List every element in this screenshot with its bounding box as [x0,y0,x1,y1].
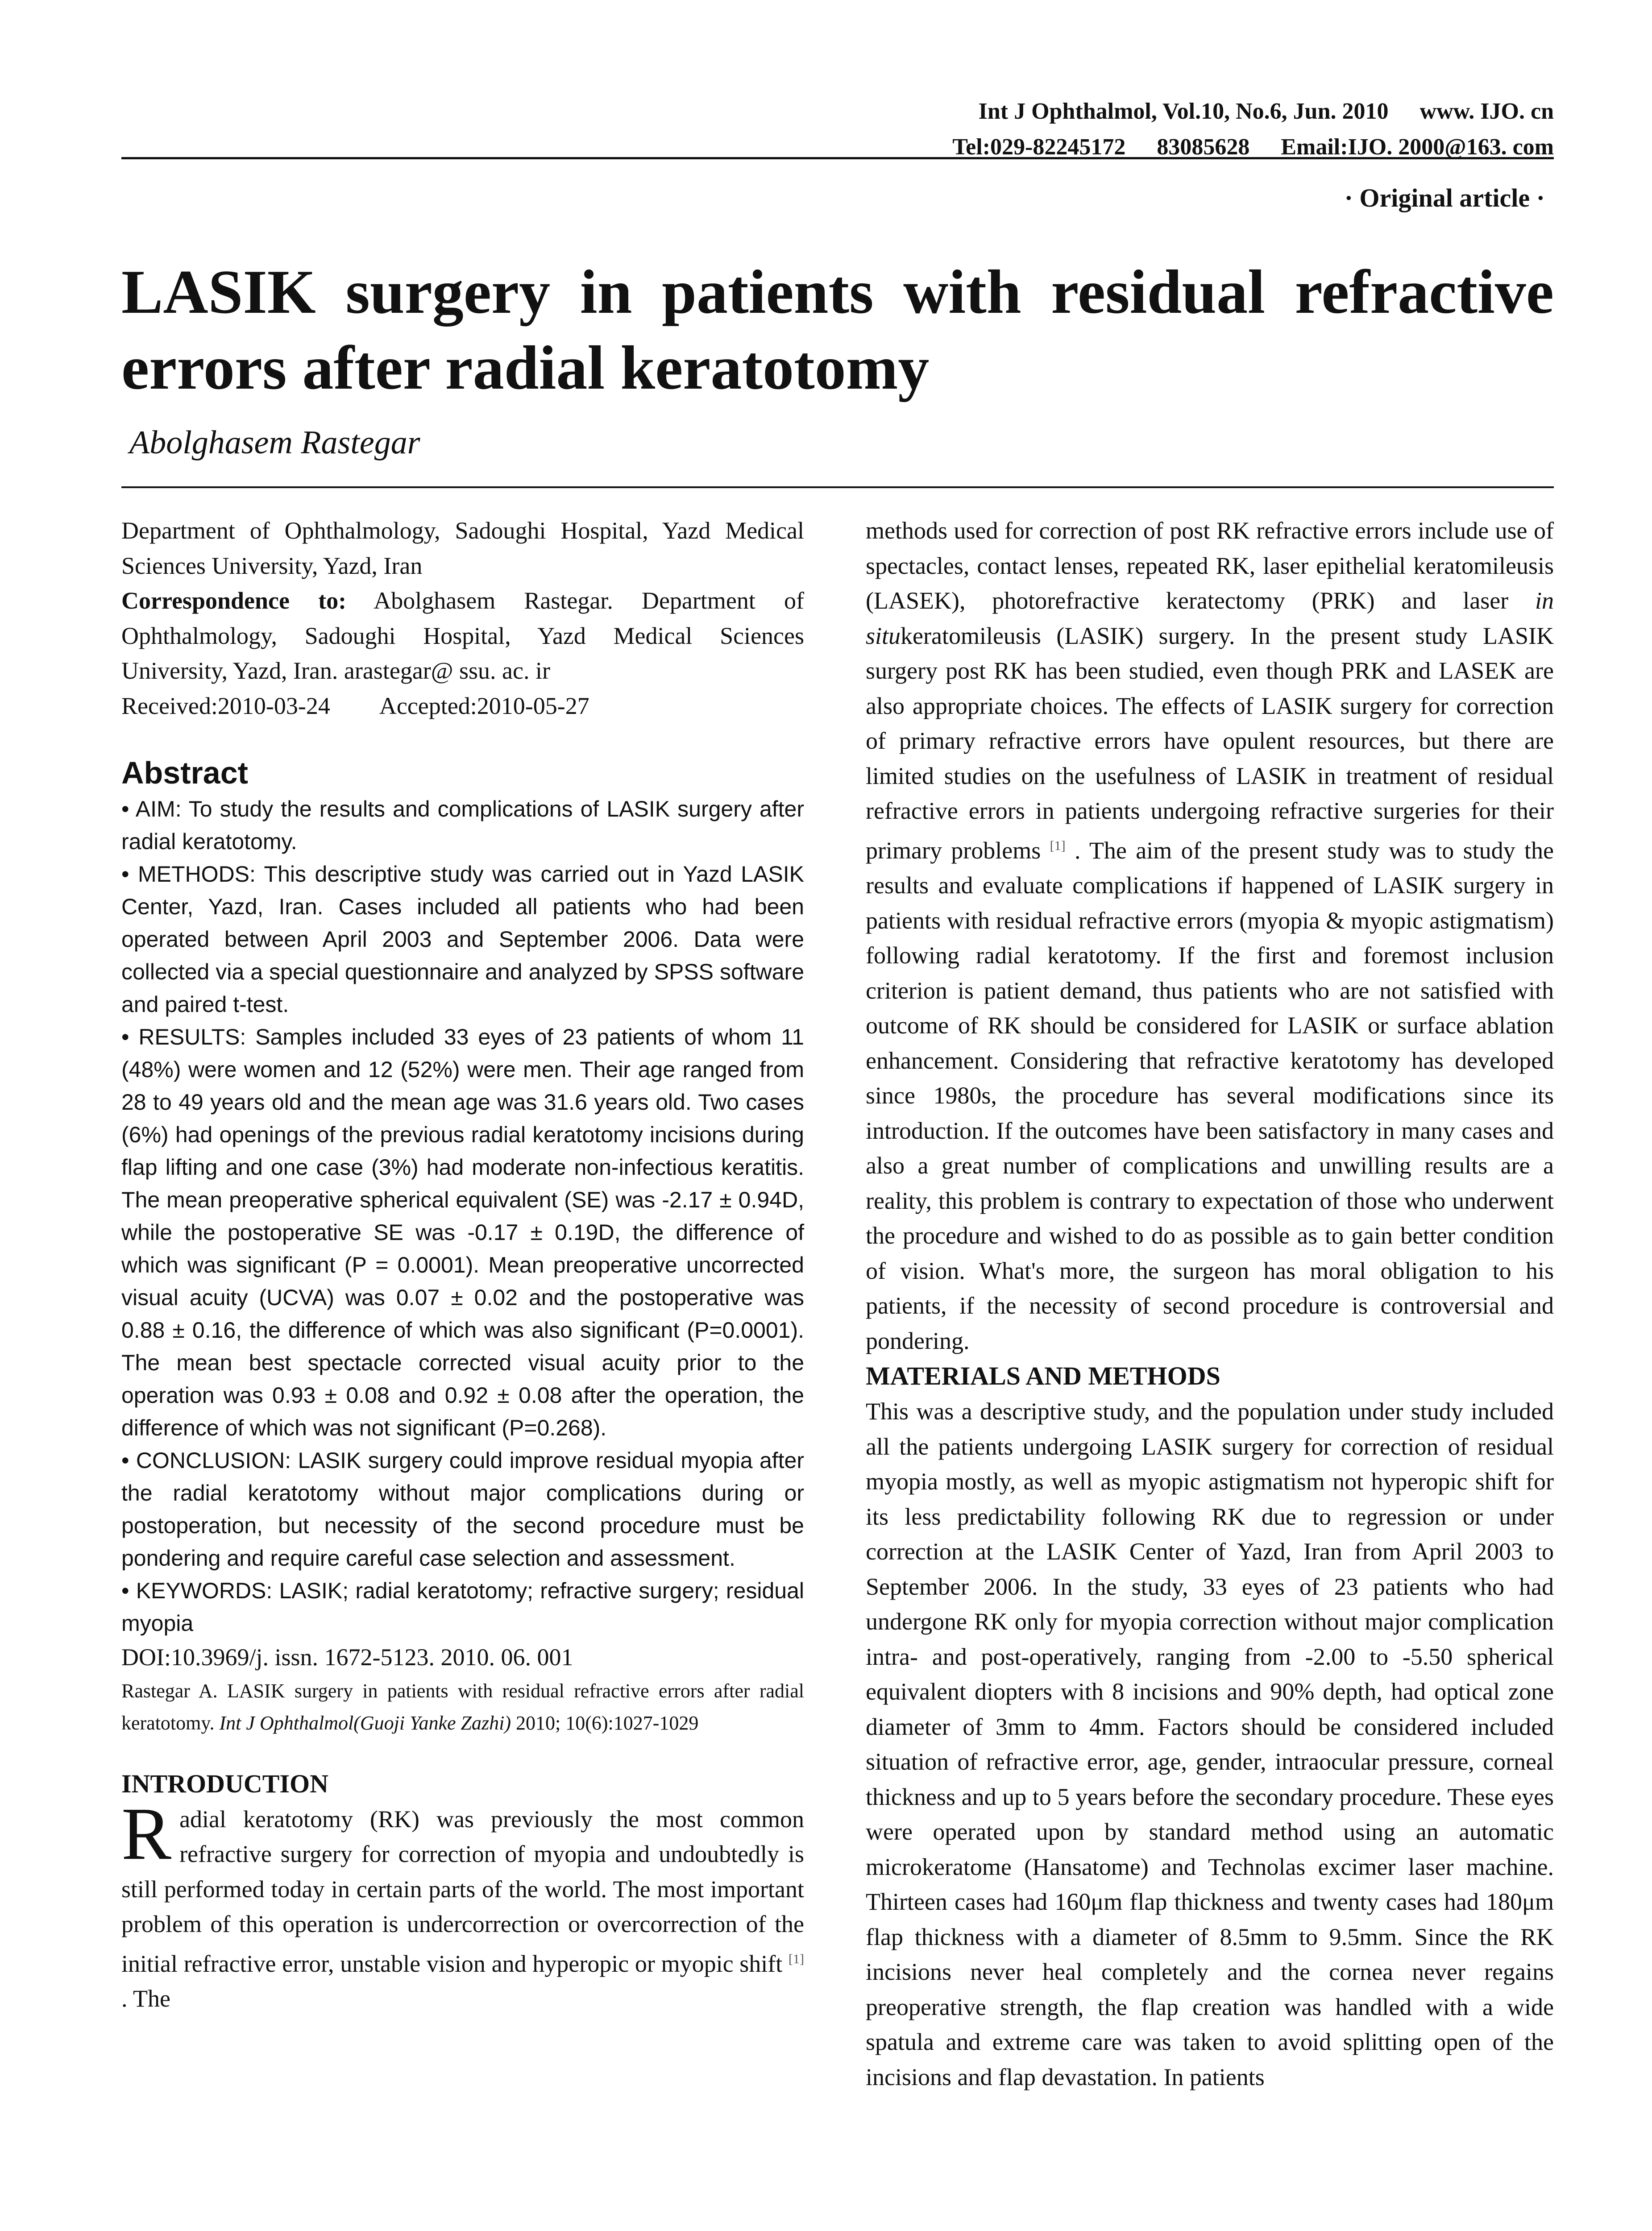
citation-tail: 2010; 10(6):1027-1029 [511,1712,699,1734]
journal-phone: Tel:029-82245172 [952,134,1126,160]
author-name: Abolghasem Rastegar [129,424,420,461]
intro-cont-text-3: . The aim of the present study was to study the results and evaluate complications if happened of LASIK surgery in patients with residual refractive errors (myopia & myopic astigmatism) following radial keratotomy. If the first and foremost inclusion criterion is patient demand, thus patients who are not satisfied with outcome of RK should be considered for LASIK or surface ablation enhancement. Considering that refractive keratotomy has developed since 1980s, the procedure has several modifications since its introduction. If the outcomes have been satisfactory in many cases and also a great number of complications and unwilling results are a reality, this problem is contrary to expectation of those who underwent the procedure and wished to do as possible as to gain better condition of vision. What's more, the surgeon has moral obligation to his patients, if the necessity of second procedure is controversial and pondering. [866,837,1554,1354]
title-word: patients [662,257,874,327]
right-column [866,513,1554,2094]
abstract-body [121,793,804,1640]
correspondence-label: Correspondence to: [121,587,347,614]
abstract-aim: • AIM: To study the results and complications of LASIK surgery after radial keratotomy. [121,796,804,854]
introduction-text [121,1792,804,2016]
author-divider [121,486,1554,488]
doi: DOI:10.3969/j. issn. 1672-5123. 2010. 06. 001 [121,1644,573,1671]
header-divider [121,157,1554,159]
title-word: with [903,257,1021,327]
journal-email: Email:IJO. 2000@163. com [1281,134,1554,160]
title-line-1 [121,254,1554,330]
title-line-2: errors after radial keratotomy [121,333,930,402]
title-word: in [580,257,632,327]
journal-header [952,94,1554,165]
received-date: Received:2010-03-24 [121,692,330,719]
journal-info: Int J Ophthalmol, Vol.10, No.6, Jun. 2010 [978,99,1389,124]
citation-journal: Int J Ophthalmol(Guoji Yanke Zazhi) [219,1712,511,1734]
accepted-date: Accepted:2010-05-27 [379,692,589,719]
citation [121,1675,804,1739]
title-word: surgery [345,257,551,327]
title-word: residual [1051,257,1266,327]
intro-cont-text-2: keratomileusis (LASIK) surgery. In the present study LASIK surgery post RK has been studied, even though PRK and LASEK are also appropriate choices. The effects of LASIK surgery for correction of primary refractive errors have opulent resources, but there are limited studies on the usefulness of LASIK in treatment of residual refractive errors in patients undergoing refractive surgeries for their primary problems [866,622,1554,864]
correspondence [121,583,804,688]
abstract-heading: Abstract [121,755,248,790]
journal-phone-2: 83085628 [1157,134,1250,160]
journal-website: www. IJO. cn [1420,99,1554,124]
correspondence-text: Abolghasem Rastegar. Department of Ophthalmology, Sadoughi Hospital, Yazd Medical Sciences University, Yazd, Iran. arastegar@ ssu. ac. ir [121,587,804,684]
in-situ-italic: in situ [866,587,1554,649]
article-title [121,254,1554,406]
citation-text: Rastegar A. LASIK surgery in patients with residual refractive errors after radial keratotomy. [121,1679,804,1734]
reference-mark[interactable]: [1] [789,1951,804,1966]
methods-heading: MATERIALS AND METHODS [866,1361,1220,1390]
reference-mark[interactable]: [1] [1050,838,1066,853]
introduction-continued [866,513,1554,1358]
abstract-results: • RESULTS: Samples included 33 eyes of 23 patients of whom 11 (48%) were women and 12 (52%) were men. Their age ranged from 28 to 49 years old and the mean age was 31.6 years old. Two cases (6%) had openings of the previous radial keratotomy incisions during flap lifting and one case (3%) had moderate non-infectious keratitis. The mean preoperative spherical equivalent (SE) was -2.17 ± 0.94D, while the postoperative SE was -0.17 ± 0.19D, the difference of which was significant (P = 0.0001). Mean preoperative uncorrected visual acuity (UCVA) was 0.07 ± 0.02 and the postoperative was 0.88 ± 0.16, the difference of which was also significant (P=0.0001). The mean best spectacle corrected visual acuity prior to the operation was 0.93 ± 0.08 and 0.92 ± 0.08 after the operation, the difference of which was not significant (P=0.268). [121,1024,804,1440]
abstract-conclusion: • CONCLUSION: LASIK surgery could improve residual myopia after the radial keratotomy without major complications during or postoperation, but necessity of the second procedure must be pondering and require careful case selection and assessment. [121,1448,804,1571]
dates [121,688,804,724]
left-column [121,513,804,2016]
intro-cont-text: methods used for correction of post RK refractive errors include use of spectacles, contact lenses, repeated RK, laser epithelial keratomileusis (LASEK), photorefractive keratectomy (PRK) and laser [866,517,1554,614]
introduction-body: adial keratotomy (RK) was previously the most common refractive surgery for correction of myopia and undoubtedly is still performed today in certain parts of the world. The most important problem of this operation is undercorrection or overcorrection of the initial refractive error, unstable vision and hyperopic or myopic shift [121,1805,804,1977]
title-word: refractive [1295,257,1554,327]
introduction-end: . The [121,1985,170,2012]
affiliation: Department of Ophthalmology, Sadoughi Hospital, Yazd Medical Sciences University, Yazd, Iran [121,517,804,579]
drop-cap: R [121,1792,172,1875]
abstract-keywords: • KEYWORDS: LASIK; radial keratotomy; refractive surgery; residual myopia [121,1578,804,1636]
methods-text: This was a descriptive study, and the population under study included all the patients undergoing LASIK surgery for correction of residual myopia mostly, as well as myopic astigmatism not hyperopic shift for its less predictability following RK due to regression or under correction at the LASIK Center of Yazd, Iran from April 2003 to September 2006. In the study, 33 eyes of 23 patients who had undergone RK only for myopia correction without major complication intra- and post-operatively, ranging from -2.00 to -5.50 spherical equivalent diopters with 8 incisions and 90% depth, had optical zone diameter of 3mm to 4mm. Factors should be considered included situation of refractive error, age, gender, intraocular pressure, corneal thickness and up to 5 years before the secondary procedure. These eyes were operated upon by standard method using an automatic microkeratome (Hansatome) and Technolas excimer laser machine. Thirteen cases had 160μm flap thickness and twenty cases had 180μm flap thickness with a diameter of 8.5mm to 9.5mm. Since the RK incisions never heal completely and the cornea never regains preoperative strength, the flap creation was handled with a wide spatula and extreme care was taken to avoid splitting open of the incisions and flap devastation. In patients [866,1398,1554,2090]
title-word: LASIK [121,257,316,327]
introduction-heading: INTRODUCTION [121,1769,329,1798]
article-type: · Original article · [1344,183,1545,212]
abstract-methods: • METHODS: This descriptive study was carried out in Yazd LASIK Center, Yazd, Iran. Cases included all patients who had been operated between April 2003 and September 2006. Data were collected via a special questionnaire and analyzed by SPSS software and paired t-test. [121,862,804,1017]
